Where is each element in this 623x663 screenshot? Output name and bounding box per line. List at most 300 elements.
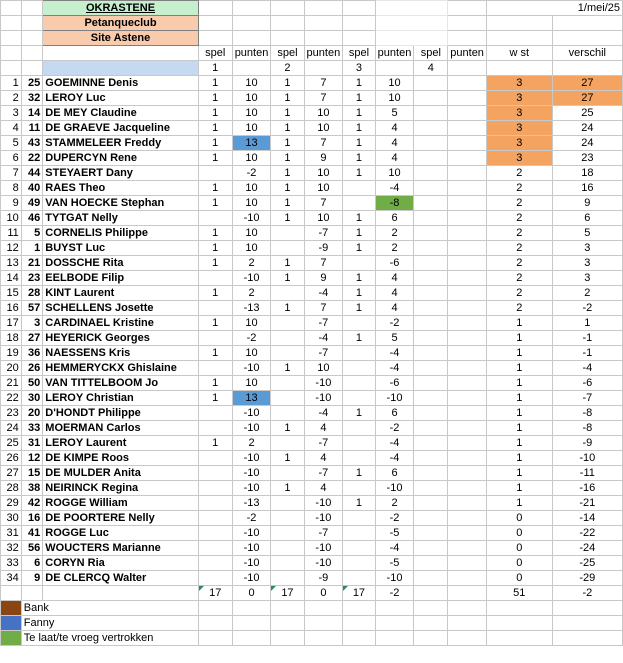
game-3-win — [343, 571, 375, 586]
game-4-points — [448, 376, 487, 391]
game-2-points: 10 — [304, 181, 343, 196]
game-2-win: 1 — [271, 211, 304, 226]
point-difference: 23 — [552, 151, 622, 166]
game-3-points: -2 — [375, 316, 414, 331]
col-punten-3: punten — [375, 46, 414, 61]
game-4-points — [448, 421, 487, 436]
player-number: 21 — [21, 256, 43, 271]
legend-empty — [304, 616, 343, 631]
game-2-win — [271, 556, 304, 571]
total-verschil: -2 — [552, 586, 622, 601]
row-index: 3 — [1, 106, 22, 121]
point-difference: 27 — [552, 91, 622, 106]
game-3-points: 10 — [375, 76, 414, 91]
game-3-win — [343, 436, 375, 451]
player-name: CARDINAEL Kristine — [43, 316, 198, 331]
game-2-win — [271, 316, 304, 331]
game-3-win: 1 — [343, 406, 375, 421]
total-s1: 17 — [198, 586, 232, 601]
header-row-site — [1, 31, 623, 46]
row-index: 20 — [1, 361, 22, 376]
row-index: 13 — [1, 256, 22, 271]
game-1-win: 1 — [198, 106, 232, 121]
game-2-points: -10 — [304, 496, 343, 511]
game-2-win: 1 — [271, 361, 304, 376]
point-difference: -14 — [552, 511, 622, 526]
game-1-win: 1 — [198, 136, 232, 151]
game-3-points: -4 — [375, 451, 414, 466]
game-4-win — [414, 106, 448, 121]
game-2-points: 7 — [304, 256, 343, 271]
total-s2: 17 — [271, 586, 304, 601]
point-difference: 18 — [552, 166, 622, 181]
game-2-win: 1 — [271, 121, 304, 136]
game-3-win — [343, 256, 375, 271]
game-1-win — [198, 211, 232, 226]
table-row — [1, 436, 623, 451]
player-number: 40 — [21, 181, 43, 196]
row-index: 6 — [1, 151, 22, 166]
point-difference: 2 — [552, 286, 622, 301]
game-4-points — [448, 481, 487, 496]
game-4-win — [414, 361, 448, 376]
game-3-win: 1 — [343, 151, 375, 166]
game-3-win — [343, 421, 375, 436]
table-row — [1, 211, 623, 226]
game-3-points: 6 — [375, 406, 414, 421]
game-4-points — [448, 241, 487, 256]
legend-empty — [343, 616, 375, 631]
table-row — [1, 316, 623, 331]
game-3-win — [343, 196, 375, 211]
player-number: 30 — [21, 391, 43, 406]
game-4-win — [414, 376, 448, 391]
wins-total: 1 — [486, 361, 552, 376]
table-row — [1, 226, 623, 241]
table-row — [1, 451, 623, 466]
point-difference: 3 — [552, 271, 622, 286]
row-index: 24 — [1, 421, 22, 436]
wins-total: 2 — [486, 301, 552, 316]
game-2-points: 4 — [304, 421, 343, 436]
player-number: 22 — [21, 151, 43, 166]
row-index: 19 — [1, 346, 22, 361]
point-difference: -2 — [552, 301, 622, 316]
game-4-win — [414, 556, 448, 571]
game-2-points: -7 — [304, 316, 343, 331]
game-4-points — [448, 556, 487, 571]
totals-empty — [43, 586, 198, 601]
game-4-win — [414, 196, 448, 211]
game-1-points: -10 — [232, 526, 271, 541]
player-name: ROGGE William — [43, 496, 198, 511]
col-spel-3: spel — [343, 46, 375, 61]
game-2-win — [271, 376, 304, 391]
game-1-win: 1 — [198, 91, 232, 106]
game-1-win: 1 — [198, 346, 232, 361]
game-1-win — [198, 481, 232, 496]
game-4-points — [448, 496, 487, 511]
row-index: 7 — [1, 166, 22, 181]
wins-total: 1 — [486, 376, 552, 391]
legend-empty — [486, 616, 552, 631]
player-number: 31 — [21, 436, 43, 451]
game-3-points: -4 — [375, 541, 414, 556]
player-number: 5 — [21, 226, 43, 241]
table-row — [1, 166, 623, 181]
game-3-points: 5 — [375, 331, 414, 346]
row-index: 26 — [1, 451, 22, 466]
game-4-points — [448, 166, 487, 181]
legend-empty — [232, 601, 271, 616]
game-2-win: 1 — [271, 166, 304, 181]
game-1-win: 1 — [198, 376, 232, 391]
point-difference: -6 — [552, 376, 622, 391]
legend-empty — [414, 631, 448, 646]
game-3-points: -2 — [375, 421, 414, 436]
player-name: TYTGAT Nelly — [43, 211, 198, 226]
name-header-cell — [43, 61, 198, 76]
legend-empty — [198, 616, 232, 631]
game-2-points: -9 — [304, 241, 343, 256]
wins-total: 2 — [486, 271, 552, 286]
game-2-points: -10 — [304, 541, 343, 556]
game-4-win — [414, 301, 448, 316]
row-index: 30 — [1, 511, 22, 526]
game-2-points: -10 — [304, 376, 343, 391]
player-name: DUPERCYN Rene — [43, 151, 198, 166]
game-1-points: 2 — [232, 256, 271, 271]
point-difference: -24 — [552, 541, 622, 556]
table-row — [1, 181, 623, 196]
legend-row — [1, 616, 623, 631]
player-name: DE POORTERE Nelly — [43, 511, 198, 526]
legend-empty — [343, 601, 375, 616]
player-name: DE KIMPE Roos — [43, 451, 198, 466]
game-3-points: -4 — [375, 436, 414, 451]
game-1-points: -10 — [232, 556, 271, 571]
legend-empty — [486, 631, 552, 646]
game-3-points: 2 — [375, 496, 414, 511]
col-punten-4: punten — [448, 46, 487, 61]
game-1-win: 1 — [198, 196, 232, 211]
game-1-points: -10 — [232, 421, 271, 436]
game-2-points: 7 — [304, 136, 343, 151]
game-1-win — [198, 496, 232, 511]
point-difference: 27 — [552, 76, 622, 91]
game-3-points: -4 — [375, 181, 414, 196]
game-3-win: 1 — [343, 166, 375, 181]
game-1-points: 10 — [232, 226, 271, 241]
game-4-points — [448, 451, 487, 466]
game-2-win: 1 — [271, 151, 304, 166]
player-number: 41 — [21, 526, 43, 541]
wins-total: 2 — [486, 256, 552, 271]
game-1-win: 1 — [198, 256, 232, 271]
game-4-points — [448, 346, 487, 361]
game-2-win — [271, 391, 304, 406]
table-row — [1, 361, 623, 376]
game-4-win — [414, 256, 448, 271]
game-1-win — [198, 421, 232, 436]
game-2-win — [271, 466, 304, 481]
table-row — [1, 271, 623, 286]
wins-total: 3 — [486, 106, 552, 121]
point-difference: -1 — [552, 331, 622, 346]
game-3-win — [343, 376, 375, 391]
game-3-points: 4 — [375, 286, 414, 301]
col-spel-4: spel — [414, 46, 448, 61]
player-name: CORNELIS Philippe — [43, 226, 198, 241]
player-name: ROGGE Luc — [43, 526, 198, 541]
game-1-win — [198, 451, 232, 466]
player-name: LEROY Laurent — [43, 436, 198, 451]
game-3-win: 1 — [343, 91, 375, 106]
game-1-points: -10 — [232, 466, 271, 481]
game-4-points — [448, 436, 487, 451]
game-3-win: 1 — [343, 466, 375, 481]
player-name: WOUCTERS Marianne — [43, 541, 198, 556]
player-name: KINT Laurent — [43, 286, 198, 301]
game-3-win: 1 — [343, 331, 375, 346]
game-3-win: 1 — [343, 121, 375, 136]
col-wst: w st — [486, 46, 552, 61]
point-difference: -11 — [552, 466, 622, 481]
wins-total: 3 — [486, 121, 552, 136]
point-difference: -8 — [552, 406, 622, 421]
game-1-points: 10 — [232, 316, 271, 331]
wins-total: 0 — [486, 541, 552, 556]
legend-empty — [448, 631, 487, 646]
game-4-points — [448, 136, 487, 151]
player-number: 36 — [21, 346, 43, 361]
point-difference: -10 — [552, 451, 622, 466]
point-difference: 1 — [552, 316, 622, 331]
wins-total: 1 — [486, 466, 552, 481]
game-4-win — [414, 526, 448, 541]
row-index: 25 — [1, 436, 22, 451]
player-number: 27 — [21, 331, 43, 346]
table-row — [1, 286, 623, 301]
game-3-points: 6 — [375, 211, 414, 226]
game-1-win: 1 — [198, 121, 232, 136]
wins-total: 0 — [486, 556, 552, 571]
point-difference: -7 — [552, 391, 622, 406]
game-4-win — [414, 211, 448, 226]
row-index: 18 — [1, 331, 22, 346]
game-4-win — [414, 286, 448, 301]
wins-total: 1 — [486, 481, 552, 496]
legend-empty — [552, 616, 622, 631]
game-1-points: 10 — [232, 121, 271, 136]
legend-empty — [486, 601, 552, 616]
game-4-points — [448, 181, 487, 196]
point-difference: 24 — [552, 121, 622, 136]
game-2-points: 7 — [304, 76, 343, 91]
game-2-win: 1 — [271, 106, 304, 121]
wins-total: 3 — [486, 91, 552, 106]
game-2-win — [271, 331, 304, 346]
player-number: 15 — [21, 466, 43, 481]
game-1-win — [198, 331, 232, 346]
game-4-win — [414, 76, 448, 91]
player-name: HEMMERYCKX Ghislaine — [43, 361, 198, 376]
total-s3: 17 — [343, 586, 375, 601]
game-2-points: 4 — [304, 451, 343, 466]
game-4-points — [448, 271, 487, 286]
game-2-points: 7 — [304, 301, 343, 316]
player-name: SCHELLENS Josette — [43, 301, 198, 316]
game-1-points: 10 — [232, 76, 271, 91]
col-punten-2: punten — [304, 46, 343, 61]
legend-empty — [198, 601, 232, 616]
game-2-points: 10 — [304, 211, 343, 226]
player-number: 6 — [21, 556, 43, 571]
game-4-win — [414, 571, 448, 586]
club-name: Petanqueclub — [43, 16, 198, 31]
player-number: 12 — [21, 451, 43, 466]
game-3-points: -10 — [375, 571, 414, 586]
player-number: 28 — [21, 286, 43, 301]
legend-label: Fanny — [21, 616, 198, 631]
game-3-win — [343, 316, 375, 331]
point-difference: 6 — [552, 211, 622, 226]
game-3-win — [343, 541, 375, 556]
point-difference: -25 — [552, 556, 622, 571]
col-verschil: verschil — [552, 46, 622, 61]
game-1-win — [198, 301, 232, 316]
wins-total: 2 — [486, 226, 552, 241]
point-difference: 16 — [552, 181, 622, 196]
game-3-win: 1 — [343, 241, 375, 256]
player-name: LEROY Luc — [43, 91, 198, 106]
game-4-points — [448, 106, 487, 121]
player-number: 9 — [21, 571, 43, 586]
game-2-points: -7 — [304, 346, 343, 361]
legend-empty — [375, 616, 414, 631]
game-1-points: 13 — [232, 136, 271, 151]
point-difference: 9 — [552, 196, 622, 211]
game-2-points: -7 — [304, 436, 343, 451]
player-name: MOERMAN Carlos — [43, 421, 198, 436]
game-2-win: 1 — [271, 271, 304, 286]
game-1-points: -2 — [232, 331, 271, 346]
row-index: 5 — [1, 136, 22, 151]
legend-empty — [304, 601, 343, 616]
player-number: 32 — [21, 91, 43, 106]
row-index: 14 — [1, 271, 22, 286]
game-1-points: 10 — [232, 196, 271, 211]
game-2-win: 1 — [271, 301, 304, 316]
game-3-points: 2 — [375, 241, 414, 256]
game-3-win: 1 — [343, 271, 375, 286]
game-1-win: 1 — [198, 286, 232, 301]
game-4-points — [448, 76, 487, 91]
game-4-points — [448, 331, 487, 346]
game-3-points: 6 — [375, 466, 414, 481]
game-3-points: -6 — [375, 376, 414, 391]
row-index: 31 — [1, 526, 22, 541]
game-4-win — [414, 316, 448, 331]
game-1-points: -10 — [232, 571, 271, 586]
game-3-points: 10 — [375, 91, 414, 106]
game-1-points: -10 — [232, 211, 271, 226]
total-p1: 0 — [232, 586, 271, 601]
wins-total: 1 — [486, 331, 552, 346]
row-index: 17 — [1, 316, 22, 331]
game-3-win — [343, 556, 375, 571]
game-2-win: 1 — [271, 421, 304, 436]
player-name: DE GRAEVE Jacqueline — [43, 121, 198, 136]
player-number: 42 — [21, 496, 43, 511]
row-index: 10 — [1, 211, 22, 226]
game-1-points: 10 — [232, 376, 271, 391]
game-4-points — [448, 406, 487, 421]
game-1-win — [198, 361, 232, 376]
row-index: 12 — [1, 241, 22, 256]
game-3-win: 1 — [343, 136, 375, 151]
point-difference: 25 — [552, 106, 622, 121]
game-4-points — [448, 226, 487, 241]
wins-total: 0 — [486, 526, 552, 541]
legend-swatch — [1, 601, 22, 616]
wins-total: 3 — [486, 136, 552, 151]
legend-empty — [448, 601, 487, 616]
legend-label: Te laat/te vroeg vertrokken — [21, 631, 198, 646]
game-2-win — [271, 226, 304, 241]
game-4-points — [448, 121, 487, 136]
game-2-win — [271, 571, 304, 586]
game-1-points: 10 — [232, 91, 271, 106]
legend-empty — [343, 631, 375, 646]
point-difference: -1 — [552, 346, 622, 361]
game-2-win — [271, 526, 304, 541]
player-number: 38 — [21, 481, 43, 496]
game-3-win: 1 — [343, 76, 375, 91]
wins-total: 0 — [486, 511, 552, 526]
table-row — [1, 496, 623, 511]
game-2-points: 10 — [304, 361, 343, 376]
legend-empty — [375, 631, 414, 646]
game-4-points — [448, 571, 487, 586]
legend-swatch — [1, 631, 22, 646]
player-number: 43 — [21, 136, 43, 151]
game-1-win — [198, 271, 232, 286]
game-4-win — [414, 496, 448, 511]
legend-empty — [271, 631, 304, 646]
point-difference: 3 — [552, 241, 622, 256]
game-2-points: -10 — [304, 556, 343, 571]
game-3-win — [343, 391, 375, 406]
row-index: 16 — [1, 301, 22, 316]
point-difference: -22 — [552, 526, 622, 541]
game-3-points: -10 — [375, 391, 414, 406]
game-2-win: 1 — [271, 91, 304, 106]
game-4-win — [414, 271, 448, 286]
table-row — [1, 121, 623, 136]
game-2-points: -7 — [304, 226, 343, 241]
game-4-points — [448, 91, 487, 106]
table-row — [1, 541, 623, 556]
game-1-points: 10 — [232, 151, 271, 166]
game-2-win — [271, 346, 304, 361]
game-1-win: 1 — [198, 76, 232, 91]
player-number: 14 — [21, 106, 43, 121]
wins-total: 1 — [486, 496, 552, 511]
game-3-points: -6 — [375, 256, 414, 271]
game-3-win: 1 — [343, 106, 375, 121]
wins-total: 1 — [486, 346, 552, 361]
